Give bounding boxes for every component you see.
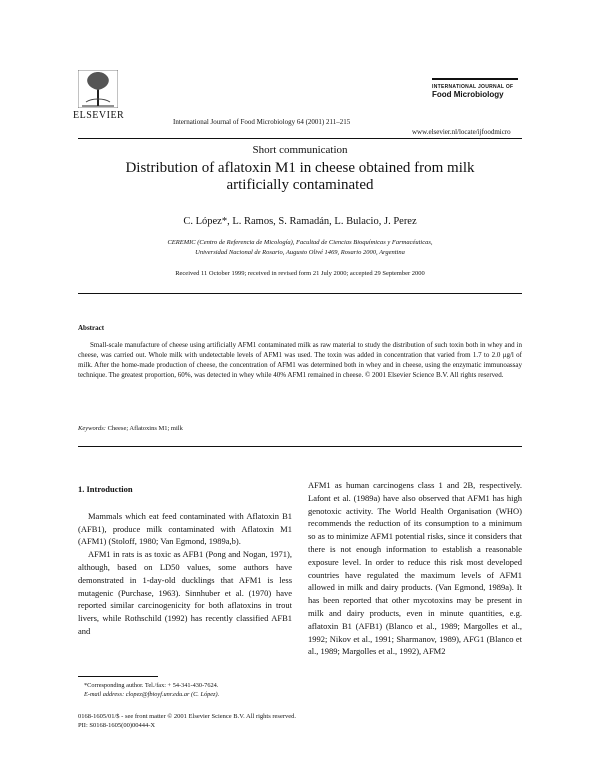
article-type: Short communication xyxy=(252,144,348,156)
intro-paragraph-1: Mammals which eat feed contaminated with Aflatoxin B1 (AFB1), produce milk contaminated with Aflatoxin M1 (AFM1) (Stoloff, 1980; Van Egmond, 1989a,b). xyxy=(78,510,292,547)
intro-paragraph-2: AFM1 in rats is as toxic as AFB1 (Pong and Nogan, 1971), although, based on LD50 values, some authors have demonstrated in 1-day-old ducklings that AFM1 is less mutagenic (Purchase, 1963). Sinnhuber et al. (1970) have reported similar carcinogenicity for both aflatoxins in trout livers, while Rothschild (1992) has recently classified AFB1 and xyxy=(78,549,292,636)
brand-bar xyxy=(432,78,518,80)
affiliation-line-2: Universidad Nacional de Rosario, Augusto Olivé 1469, Rosario 2000, Argentina xyxy=(195,249,405,256)
article-title xyxy=(0,160,600,194)
journal-url[interactable]: www.elsevier.nl/locate/ijfoodmicro xyxy=(412,128,511,136)
email-address[interactable]: E-mail address: clopez@fbioyf.unr.edu.ar (C. López). xyxy=(84,691,220,698)
footnote-rule xyxy=(78,676,158,677)
keywords-list: Cheese; Aflatoxins M1; milk xyxy=(105,425,183,432)
received-dates: Received 11 October 1999; received in revised form 21 July 2000; accepted 29 September 2000 xyxy=(175,270,425,277)
left-column xyxy=(78,483,292,638)
copyright-block xyxy=(78,712,296,730)
right-column-text: AFM1 as human carcinogens class 1 and 2B, respectively. Lafont et al. (1989a) have also observed that AFM1 has high genotoxic activity. The World Health Organisation (WHO) recommends the reduction of its consumption to a minimum so as to minimize AFM1 potential risks, since it considers that there is not enough information to establish a reasonable exposure level. In order to reduce this risk most developed countries have regulated the maximum levels of AFM1 allowed in milk and dairy products. (Van Egmond, 1989a). It has been reported that other mycotoxins may be present in milk and dairy products, even in minute quantities, e.g. aflatoxin B1 (AFB1) (Blanco et al., 1989; Margolles et al., 1992; Nikov et al., 1991; Sharmanov, 1989), AFG1 (Blanco et al., 1989; Margolles et al., 1992), AFM2 xyxy=(308,480,522,657)
journal-brand-small: INTERNATIONAL JOURNAL OF xyxy=(432,84,514,90)
abstract-text: Small-scale manufacture of cheese using artificially AFM1 contaminated milk as raw material to study the distribution of such toxin both in whey and in cheese, was carried out. Whole milk with undetectable levels of AFM1 was used. The toxin was added in concentration that varied from 1.7 to 2.0 μg/l of milk. After the home-made production of cheese, the concentration of AFM1 was determined both in whey and in cheese, using the enzymatic immunoassay technique. The greatest proportion, 60%, was detected in whey while 40% AFM1 remained in cheese. © 2001 Elsevier Science B.V. All rights reserved. xyxy=(78,341,522,379)
elsevier-tree-logo xyxy=(78,70,118,108)
abstract-top-divider xyxy=(78,293,522,294)
section-heading: 1. Introduction xyxy=(78,484,133,494)
header-divider xyxy=(78,138,522,139)
footnote xyxy=(78,681,292,699)
affiliation xyxy=(100,238,500,258)
title-line-2: artificially contaminated xyxy=(226,177,374,193)
author-list: C. López*, L. Ramos, S. Ramadán, L. Bulacio, J. Perez xyxy=(183,216,417,227)
title-line-1: Distribution of aflatoxin M1 in cheese obtained from milk xyxy=(125,160,475,176)
pii-line: PII: S0168-1605(00)00444-X xyxy=(78,722,156,729)
corresponding-author: *Corresponding author. Tel./fax: + 54-341-430-7624. xyxy=(84,682,219,689)
journal-brand-title: Food Microbiology xyxy=(432,90,504,99)
front-matter-line: 0168-1605/01/$ - see front matter © 2001 Elsevier Science B.V. All rights reserved. xyxy=(78,713,297,720)
keywords-label: Keywords: xyxy=(78,425,106,432)
abstract-heading: Abstract xyxy=(78,324,105,332)
keywords xyxy=(78,425,183,432)
right-column xyxy=(308,479,522,658)
journal-citation: International Journal of Food Microbiology 64 (2001) 211–215 xyxy=(173,118,351,126)
publisher-name: ELSEVIER xyxy=(73,110,125,121)
affiliation-line-1: CEREMIC (Centro de Referencia de Micología), Facultad de Ciencias Bioquímicas y Farmacéuticas, xyxy=(167,239,433,246)
abstract-bottom-divider xyxy=(78,446,522,447)
